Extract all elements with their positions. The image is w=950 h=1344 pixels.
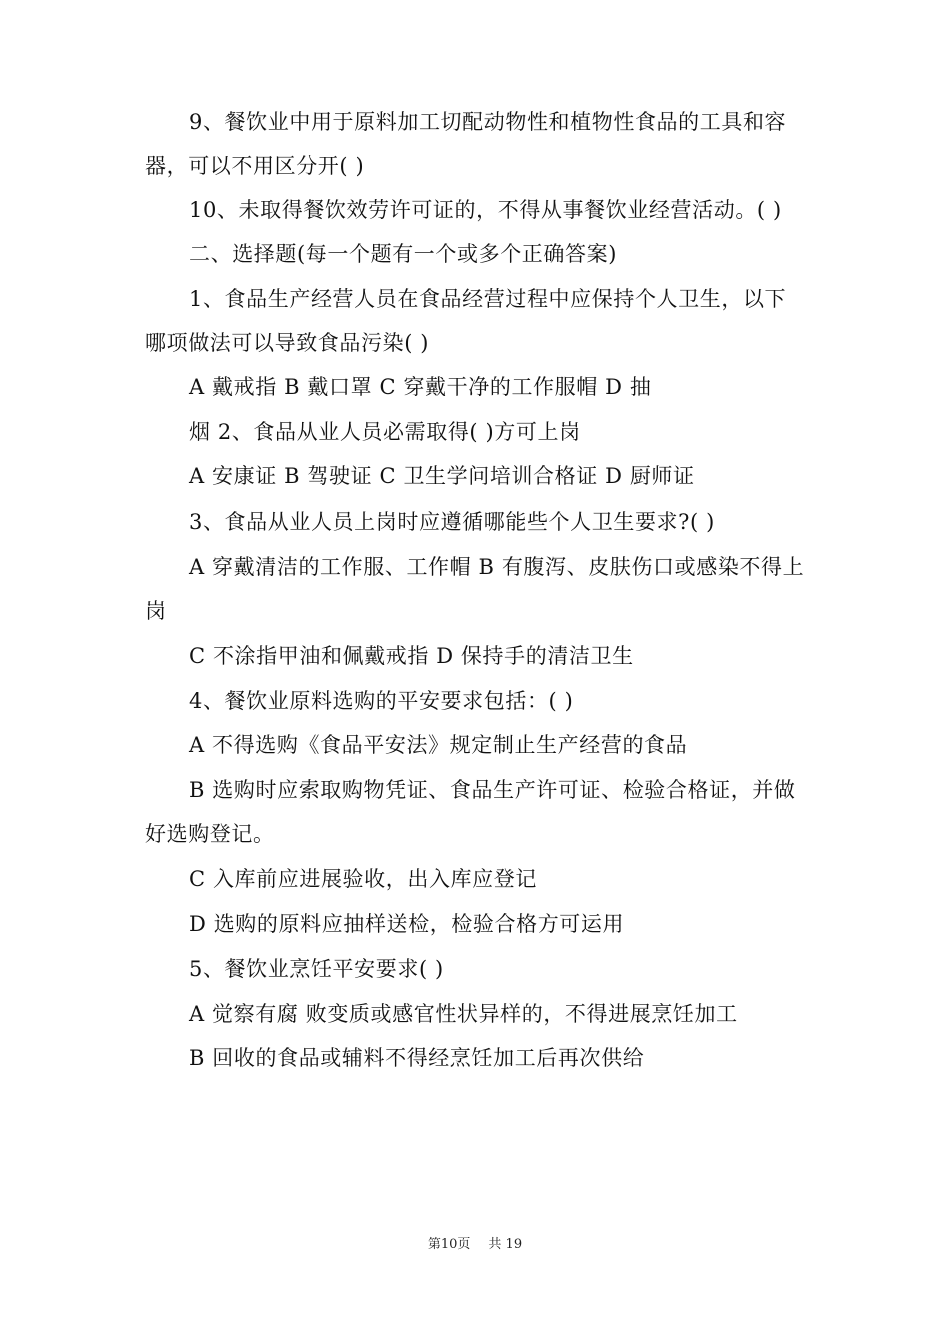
choice-2-question: 烟 2、食品从业人员必需取得( )方可上岗	[189, 420, 581, 444]
choice-4-question: 4、餐饮业原料选购的平安要求包括：( )	[189, 689, 574, 713]
choice-5-option-b: B 回收的食品或辅料不得经烹饪加工后再次供给	[189, 1046, 645, 1070]
choice-4-option-b-line-2: 好选购登记。	[145, 822, 275, 846]
choice-4-option-c: C 入库前应进展验收，出入库应登记	[189, 867, 537, 891]
choice-3-options-line-1: A 穿戴清洁的工作服、工作帽 B 有腹泻、皮肤伤口或感染不得上	[189, 555, 805, 579]
choice-1-line-2: 哪项做法可以导致食品污染( )	[145, 331, 430, 355]
choice-3-options-line-3: C 不涂指甲油和佩戴戒指 D 保持手的清洁卫生	[189, 644, 634, 668]
question-10: 10、未取得餐饮效劳许可证的，不得从事餐饮业经营活动。( )	[189, 198, 782, 222]
page-total: 共 19	[488, 1237, 523, 1252]
choice-4-option-a: A 不得选购《食品平安法》规定制止生产经营的食品	[189, 733, 688, 757]
page-number: 第10页	[427, 1237, 471, 1252]
choice-2-options: A 安康证 B 驾驶证 C 卫生学问培训合格证 D 厨师证	[189, 464, 695, 488]
choice-3-question: 3、食品从业人员上岗时应遵循哪能些个人卫生要求?( )	[189, 510, 715, 534]
choice-4-option-b-line-1: B 选购时应索取购物凭证、食品生产许可证、检验合格证，并做	[189, 778, 796, 802]
page-footer	[0, 1233, 950, 1252]
question-9-line-1: 9、餐饮业中用于原料加工切配动物性和植物性食品的工具和容	[189, 110, 787, 134]
choice-3-options-line-2: 岗	[145, 599, 167, 623]
section-heading-choice: 二、选择题(每一个题有一个或多个正确答案)	[189, 242, 617, 266]
choice-1-line-1: 1、食品生产经营人员在食品经营过程中应保持个人卫生，以下	[189, 287, 787, 311]
question-9-line-2: 器，可以不用区分开( )	[145, 154, 365, 178]
choice-4-option-d: D 选购的原料应抽样送检，检验合格方可运用	[189, 912, 625, 936]
choice-5-option-a: A 觉察有腐 败变质或感官性状异样的，不得进展烹饪加工	[189, 1002, 738, 1026]
choice-1-options: A 戴戒指 B 戴口罩 C 穿戴干净的工作服帽 D 抽	[189, 375, 652, 399]
choice-5-question: 5、餐饮业烹饪平安要求( )	[189, 957, 444, 981]
